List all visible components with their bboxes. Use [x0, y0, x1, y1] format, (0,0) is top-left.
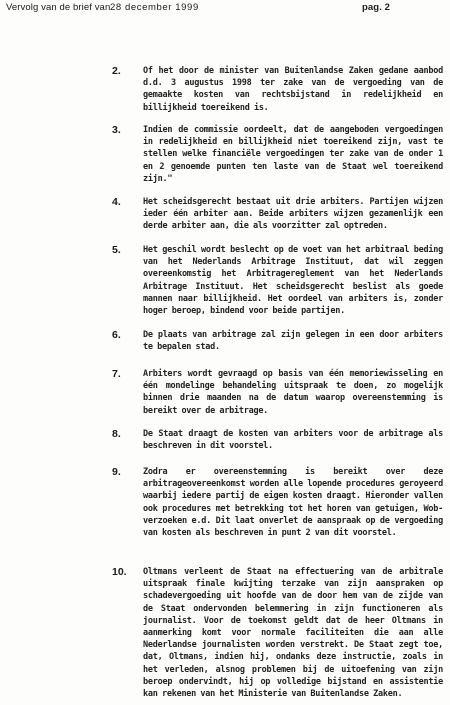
item-number: 6. — [112, 329, 121, 341]
item-number: 3. — [112, 124, 121, 136]
item-text: De plaats van arbitrage zal zijn gelegen in een door arbiters te bepalen stad. — [143, 330, 443, 353]
header-prefix: Vervolg van de brief van — [6, 2, 111, 13]
item-number: 2. — [112, 65, 121, 77]
item-text: Zodra er overeenstemming is bereikt over deze arbitrageovereenkomst worden alle lopende procedures geroyeerd waarbij iedere partij de eigen kosten draagt. Hieronder vallen ook procedures met betrekking tot het horen van getuigen, Wob-verzoeken e.d. Dit laat onverlet de aanspraak op de vergoeding van kosten als beschreven in punt 2 van dit voorstel. — [143, 467, 443, 539]
page-number: pag. 2 — [362, 2, 391, 13]
item-text: Het scheidsgerecht bestaat uit drie arbiters. Partijen wijzen ieder één arbiter aan. Beide arbiters wijzen gezamenlijk een derde arbiter aan, die als voorzitter zal optreden. — [143, 197, 443, 232]
item-number: 7. — [112, 368, 121, 380]
header-date: 28 december 1999 — [110, 2, 199, 13]
item-text: Oltmans verleent de Staat na effectuering van de arbitrale uitspraak finale kwijting terzake van zijn aanspraken op schadevergoeding uit hoofde van de door hem van de zijde van de Staat ondervonden belemmering in zijn functioneren als journalist. Voor de toekomst geldt dat de heer Oltmans in aanmerking komt voor normale faciliteiten die aan alle Nederlandse journalisten worden verstrekt. De Staat zegt toe, dat, Oltmans, indien hij, ondanks deze instructie, zoals in het verleden, alsnog problemen bij de uitoefening van zijn beroep ondervindt, hij op volledige bijstand en assistentie kan rekenen van het Ministerie van Buitenlandse Zaken. — [143, 567, 443, 700]
item-text: De Staat draagt de kosten van arbiters voor de arbitrage als beschreven in dit voorstel. — [143, 429, 443, 452]
item-text: Arbiters wordt gevraagd op basis van één memoriewisseling en één mondelinge behandeling uitspraak te doen, zo mogelijk binnen drie maanden na de datum waarop overeenstemming is bereikt over de arbitrage. — [143, 369, 443, 416]
item-number: 9. — [112, 466, 121, 478]
item-number: 5. — [112, 244, 121, 256]
item-text: Het geschil wordt beslecht op de voet van het arbitraal beding van het Nederlands Arbitrage Instituut, dat wil zeggen overeenkomstig het Arbitragereglement van het Nederlands Arbitrage Instituut. Het scheidsgerecht beslist als goede mannen naar billijkheid. Het oordeel van arbiters is, zonder hoger beroep, bindend voor beide partijen. — [143, 245, 443, 317]
item-text: Of het door de minister van Buitenlandse Zaken gedane aanbod d.d. 3 augustus 1998 ter zake van de vergoeding van de gemaakte kosten van rechtsbijstand in redelijkheid en billijkheid toereikend is. — [143, 66, 443, 113]
item-text: Indien de commissie oordeelt, dat de aangeboden vergoedingen in redelijkheid en billijkheid niet toereikend zijn, vast te stellen welke financiële vergoedingen ter zake van de onder 1 en 2 genoemde punten ten laste van de Staat wel toereikend zijn." — [143, 125, 443, 184]
item-number: 10. — [112, 566, 127, 578]
item-number: 4. — [112, 196, 121, 208]
item-number: 8. — [112, 428, 121, 440]
page-header — [6, 2, 444, 16]
